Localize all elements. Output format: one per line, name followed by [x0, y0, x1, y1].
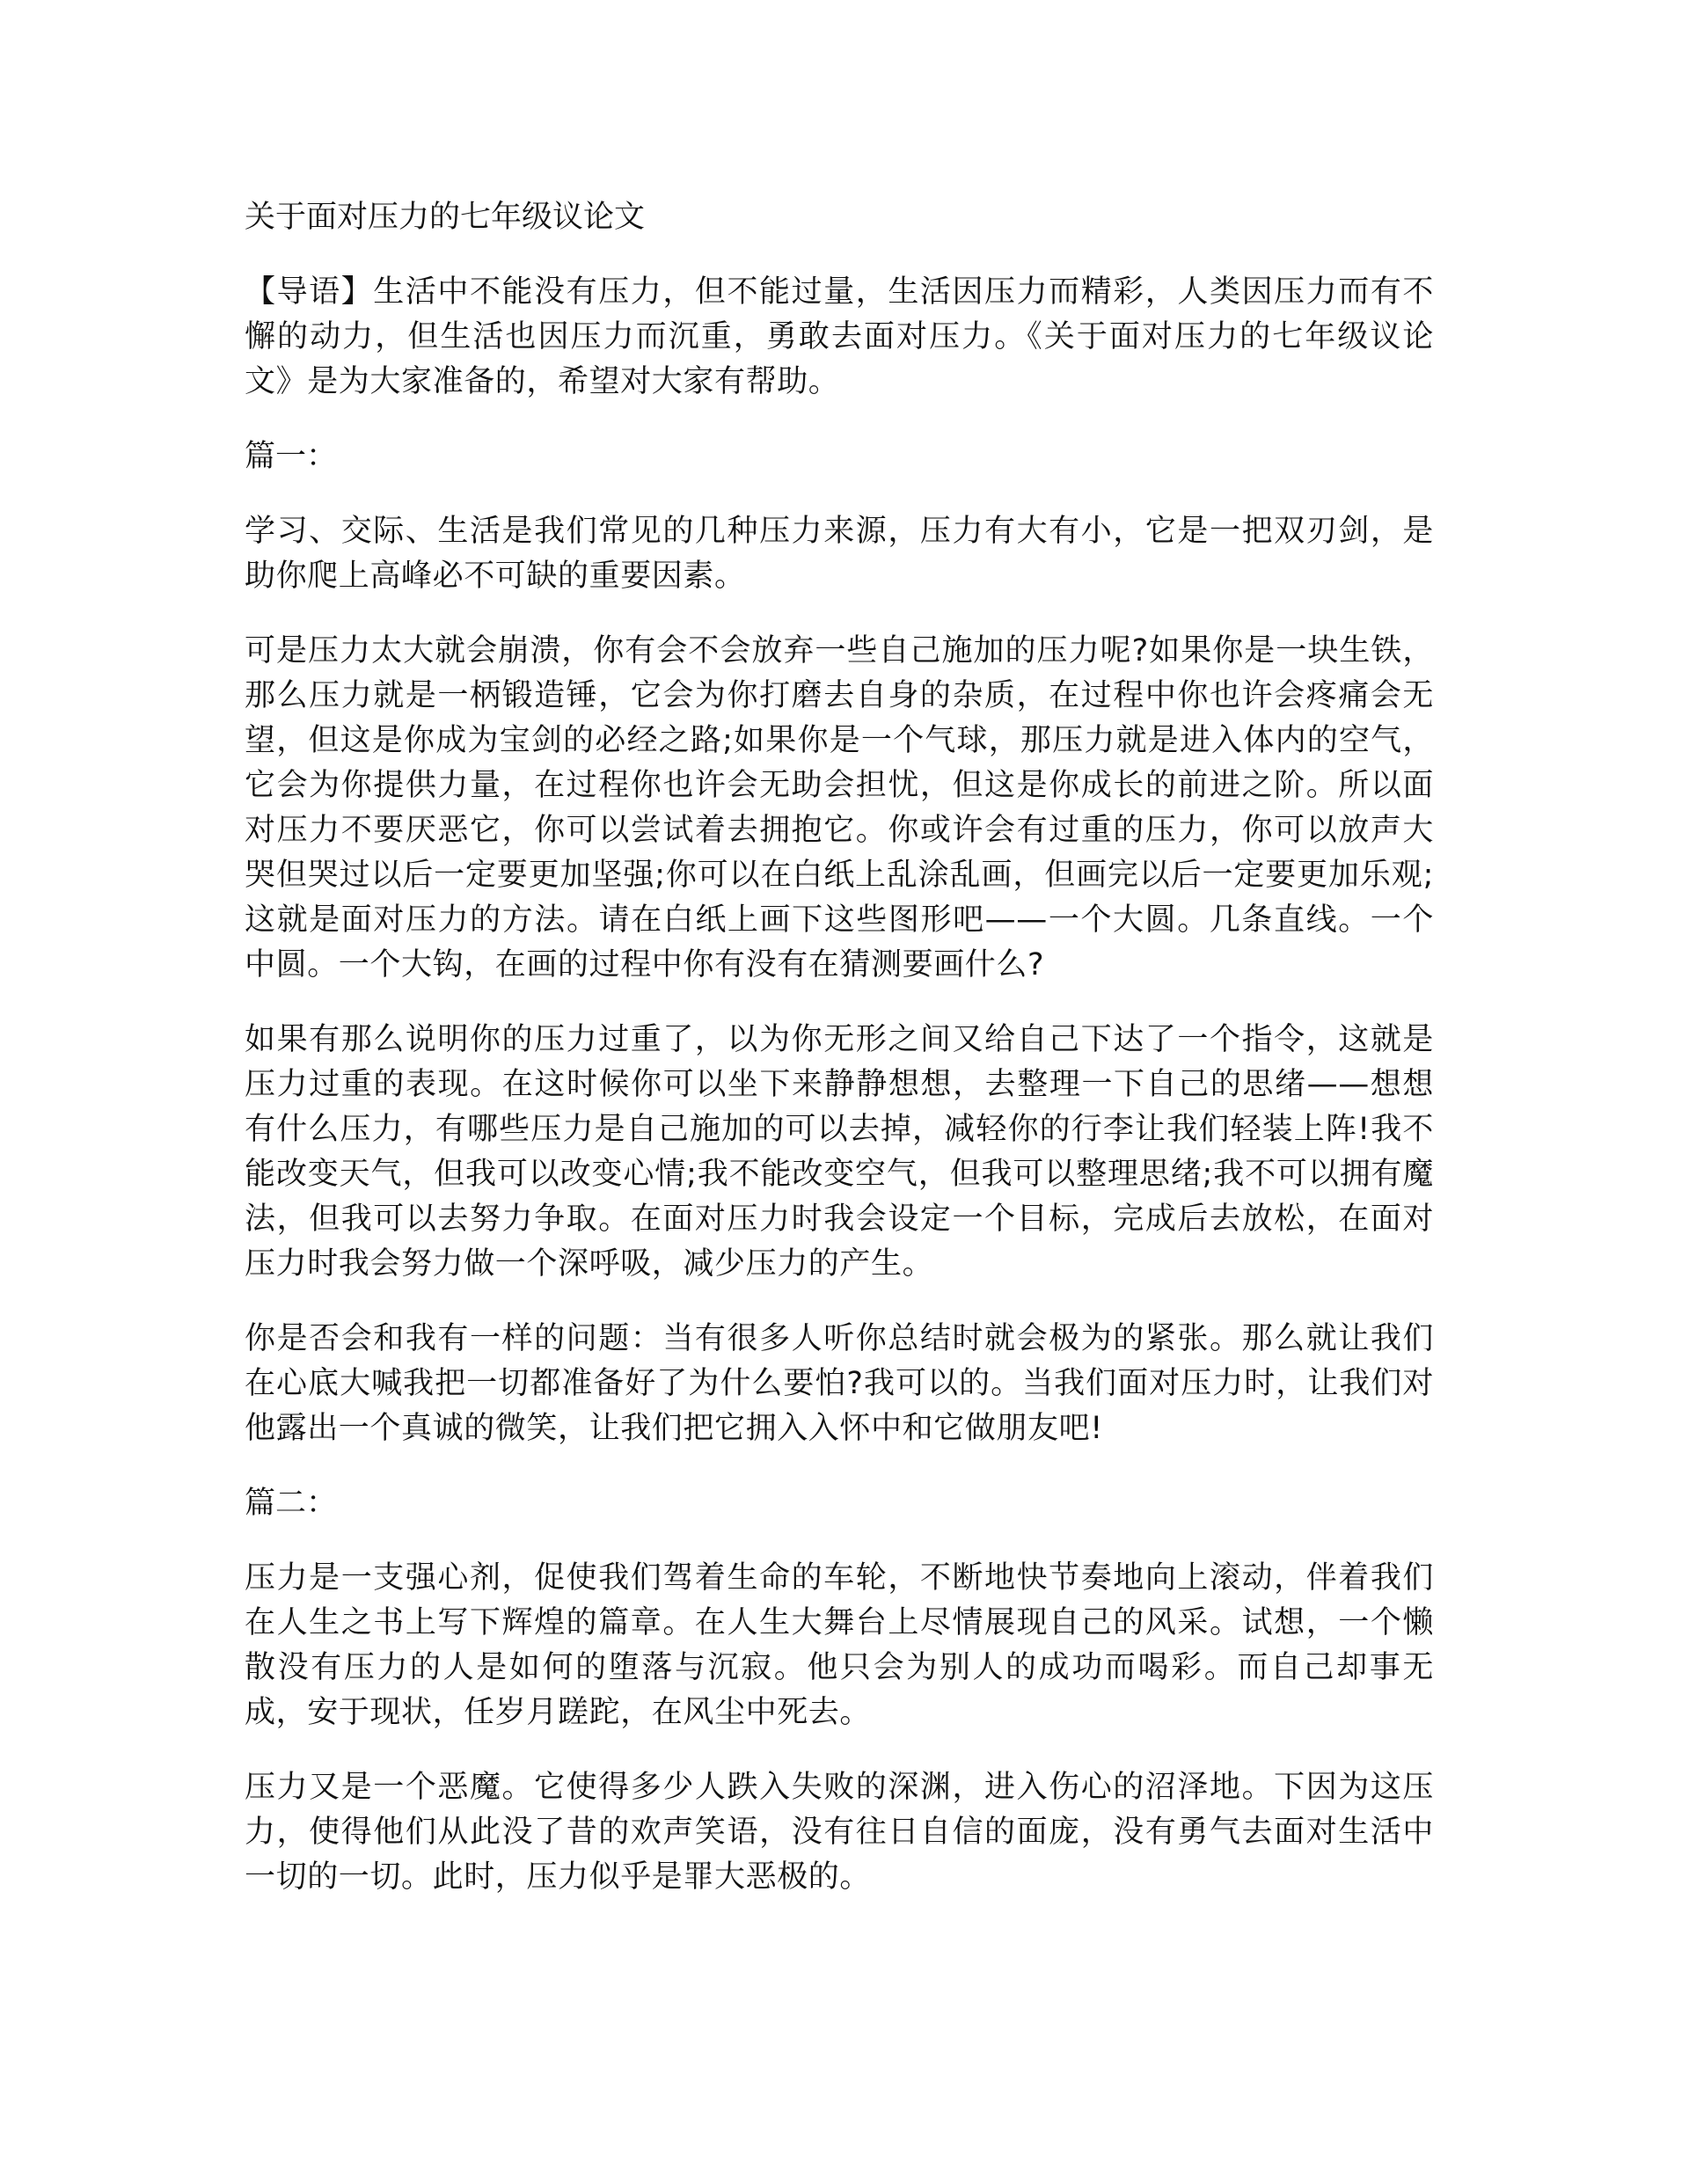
paragraph: 学习、交际、生活是我们常见的几种压力来源，压力有大有小，它是一把双刃剑，是助你爬上高峰必不可缺的重要因素。: [245, 514, 1434, 594]
paragraph: 可是压力太大就会崩溃，你有会不会放弃一些自己施加的压力呢?如果你是一块生铁，那么压力就是一柄锻造锤，它会为你打磨去自身的杂质，在过程中你也许会疼痛会无望，但这是你成为宝剑的必经之路;如果你是一个气球，那压力就是进入体内的空气，它会为你提供力量，在过程你也许会无助会担忧，但这是你成长的前进之阶。所以面对压力不要厌恶它，你可以尝试着去拥抱它。你或许会有过重的压力，你可以放声大哭但哭过以后一定要更加坚强;你可以在白纸上乱涂乱画，但画完以后一定要更加乐观;这就是面对压力的方法。请在白纸上画下这些图形吧——一个大圆。几条直线。一个中圆。一个大钩，在画的过程中你有没有在猜测要画什么?: [245, 633, 1434, 982]
paragraph: 你是否会和我有一样的问题：当有很多人听你总结时就会极为的紧张。那么就让我们在心底大喊我把一切都准备好了为什么要怕?我可以的。当我们面对压力时，让我们对他露出一个真诚的微笑，让我们把它拥入入怀中和它做朋友吧!: [245, 1321, 1434, 1446]
paragraph: 压力又是一个恶魔。它使得多少人跌入失败的深渊，进入伤心的沼泽地。下因为这压力，使得他们从此没了昔的欢声笑语，没有往日自信的面庞，没有勇气去面对生活中一切的一切。此时，压力似乎是罪大恶极的。: [245, 1770, 1434, 1895]
paragraph: 如果有那么说明你的压力过重了，以为你无形之间又给自己下达了一个指令，这就是压力过重的表现。在这时候你可以坐下来静静想想，去整理一下自己的思绪——想想有什么压力，有哪些压力是自己施加的可以去掉，减轻你的行李让我们轻装上阵!我不能改变天气，但我可以改变心情;我不能改变空气，但我可以整理思绪;我不可以拥有魔法，但我可以去努力争取。在面对压力时我会设定一个目标，完成后去放松，在面对压力时我会努力做一个深呼吸，减少压力的产生。: [245, 1022, 1434, 1282]
document-title: 关于面对压力的七年级议论文: [245, 200, 646, 235]
section-heading-2: 篇二：: [245, 1486, 338, 1521]
paragraph: 压力是一支强心剂，促使我们驾着生命的车轮，不断地快节奏地向上滚动，伴着我们在人生之书上写下辉煌的篇章。在人生大舞台上尽情展现自己的风采。试想，一个懒散没有压力的人是如何的堕落与沉寂。他只会为别人的成功而喝彩。而自己却事无成，安于现状，任岁月蹉跎，在风尘中死去。: [245, 1560, 1434, 1730]
intro-paragraph: 【导语】生活中不能没有压力，但不能过量，生活因压力而精彩，人类因压力而有不懈的动力，但生活也因压力而沉重，勇敢去面对压力。《关于面对压力的七年级议论文》是为大家准备的，希望对大家有帮助。: [245, 274, 1434, 399]
section-heading-1: 篇一：: [245, 439, 338, 474]
document-page: [245, 195, 1434, 1930]
